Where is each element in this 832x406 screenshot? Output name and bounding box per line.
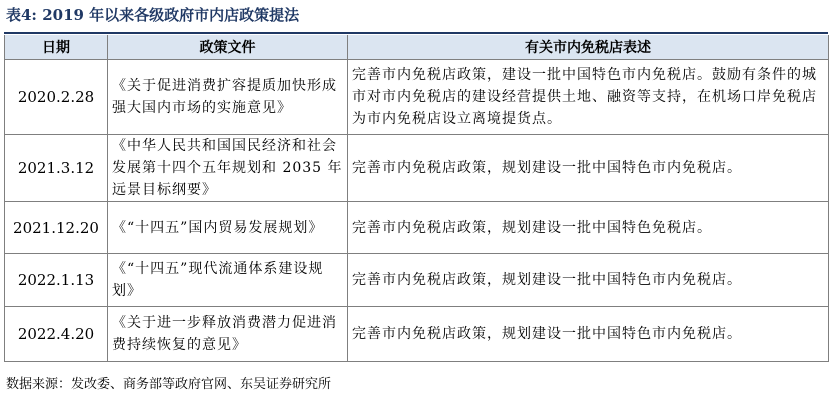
date-cell: 2022.4.20: [5, 307, 108, 362]
column-header-description: 有关市内免税店表述: [348, 35, 829, 60]
column-header-date: 日期: [5, 35, 108, 60]
source-footnote: 数据来源：发改委、商务部等政府官网、东吴证券研究所: [6, 377, 332, 392]
table-header-row: [5, 35, 829, 60]
date-cell: 2021.12.20: [5, 202, 108, 254]
table-caption: 表4: 2019 年以来各级政府市内店政策提法: [6, 6, 300, 24]
date-cell: 2020.2.28: [5, 60, 108, 135]
table-row: [5, 254, 829, 307]
document-cell: 《“十四五”现代流通体系建设规划》: [108, 254, 348, 307]
description-cell: 完善市内免税店政策，规划建设一批中国特色市内免税店。: [348, 254, 829, 307]
document-cell: 《关于进一步释放消费潜力促进消费持续恢复的意见》: [108, 307, 348, 362]
document-cell: 《“十四五”国内贸易发展规划》: [108, 202, 348, 254]
policy-table: [4, 35, 829, 362]
table-row: [5, 202, 829, 254]
column-header-document: 政策文件: [108, 35, 348, 60]
description-cell: 完善市内免税店政策，规划建设一批中国特色免税店。: [348, 202, 829, 254]
table-row: [5, 135, 829, 202]
table-row: [5, 307, 829, 362]
table-row: [5, 60, 829, 135]
date-cell: 2021.3.12: [5, 135, 108, 202]
caption-rule: [4, 32, 828, 34]
document-cell: 《关于促进消费扩容提质加快形成强大国内市场的实施意见》: [108, 60, 348, 135]
document-cell: 《中华人民共和国国民经济和社会发展第十四个五年规划和 2035 年远景目标纲要》: [108, 135, 348, 202]
description-cell: 完善市内免税店政策，规划建设一批中国特色市内免税店。: [348, 307, 829, 362]
date-cell: 2022.1.13: [5, 254, 108, 307]
description-cell: 完善市内免税店政策，规划建设一批中国特色市内免税店。: [348, 135, 829, 202]
description-cell: 完善市内免税店政策，建设一批中国特色市内免税店。鼓励有条件的城市对市内免税店的建设经营提供土地、融资等支持，在机场口岸免税店为市内免税店设立离境提货点。: [348, 60, 829, 135]
